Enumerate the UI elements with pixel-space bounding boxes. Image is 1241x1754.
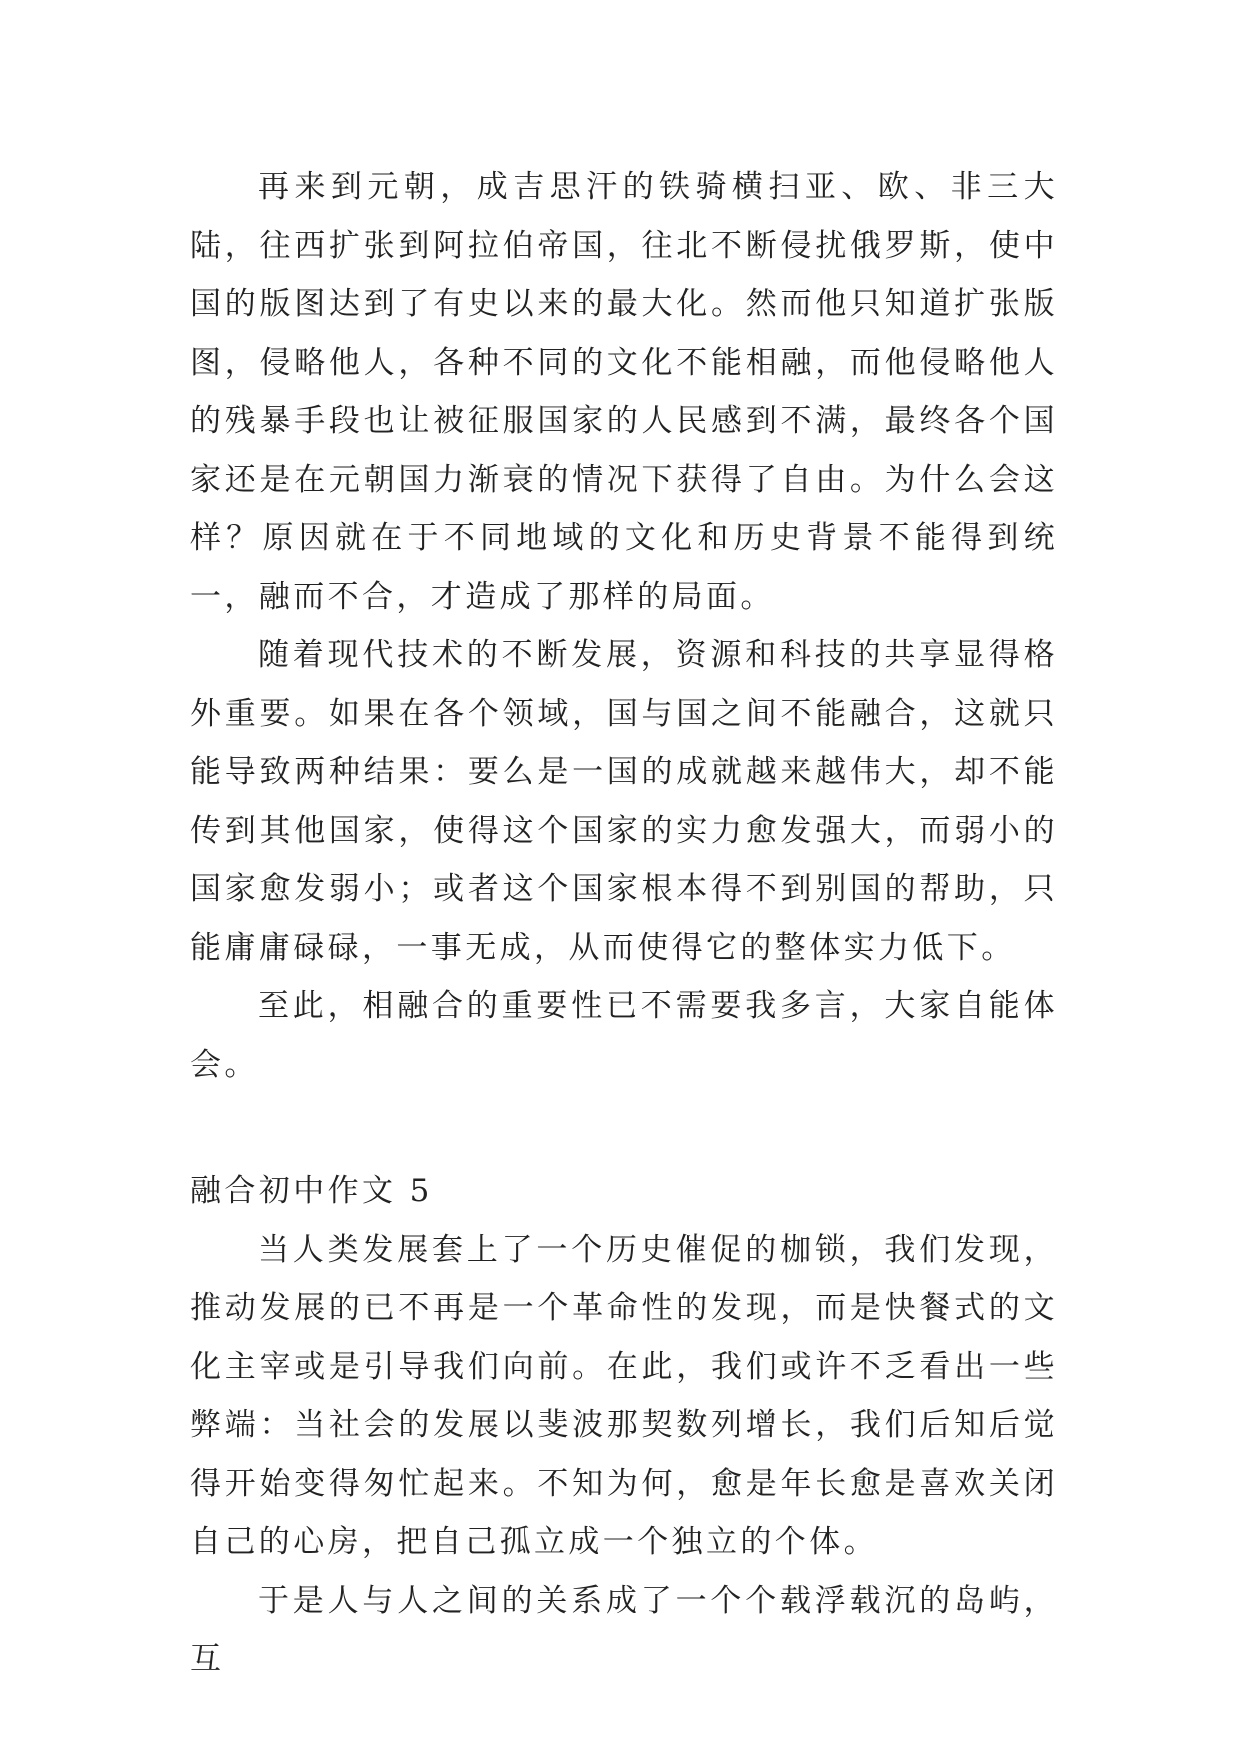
paragraph-history-shackles: 当人类发展套上了一个历史催促的枷锁，我们发现，推动发展的已不再是一个革命性的发现，而是快餐式的文化主宰或是引导我们向前。在此，我们或许不乏看出一些弊端：当社会的发展以斐波那契数列增长，我们后知后觉得开始变得匆忙起来。不知为何，愈是年长愈是喜欢关闭自己的心房，把自己孤立成一个独立的个体。 — [190, 1231, 1058, 1560]
paragraph-conclusion: 至此，相融合的重要性已不需要我多言，大家自能体会。 — [190, 988, 1058, 1083]
paragraph-modern-technology: 随着现代技术的不断发展，资源和科技的共享显得格外重要。如果在各个领域，国与国之间不能融合，这就只能导致两种结果：要么是一国的成就越来越伟大，却不能传到其他国家，使得这个国家的实力愈发强大，而弱小的国家愈发弱小；或者这个国家根本得不到别国的帮助，只能庸庸碌碌，一事无成，从而使得它的整体实力低下。 — [190, 637, 1058, 966]
section-gap — [190, 1094, 1058, 1162]
document-page — [190, 158, 1058, 1689]
paragraph-yuan-dynasty: 再来到元朝，成吉思汗的铁骑横扫亚、欧、非三大陆，往西扩张到阿拉伯帝国，往北不断侵扰俄罗斯，使中国的版图达到了有史以来的最大化。然而他只知道扩张版图，侵略他人，各种不同的文化不能相融，而他侵略他人的残暴手段也让被征服国家的人民感到不满，最终各个国家还是在元朝国力渐衰的情况下获得了自由。为什么会这样？原因就在于不同地域的文化和历史背景不能得到统一，融而不合，才造成了那样的局面。 — [190, 169, 1058, 615]
paragraph-islands: 于是人与人之间的关系成了一个个载浮载沉的岛屿，互 — [190, 1582, 1058, 1677]
section-title: 融合初中作文 5 — [190, 1173, 433, 1209]
